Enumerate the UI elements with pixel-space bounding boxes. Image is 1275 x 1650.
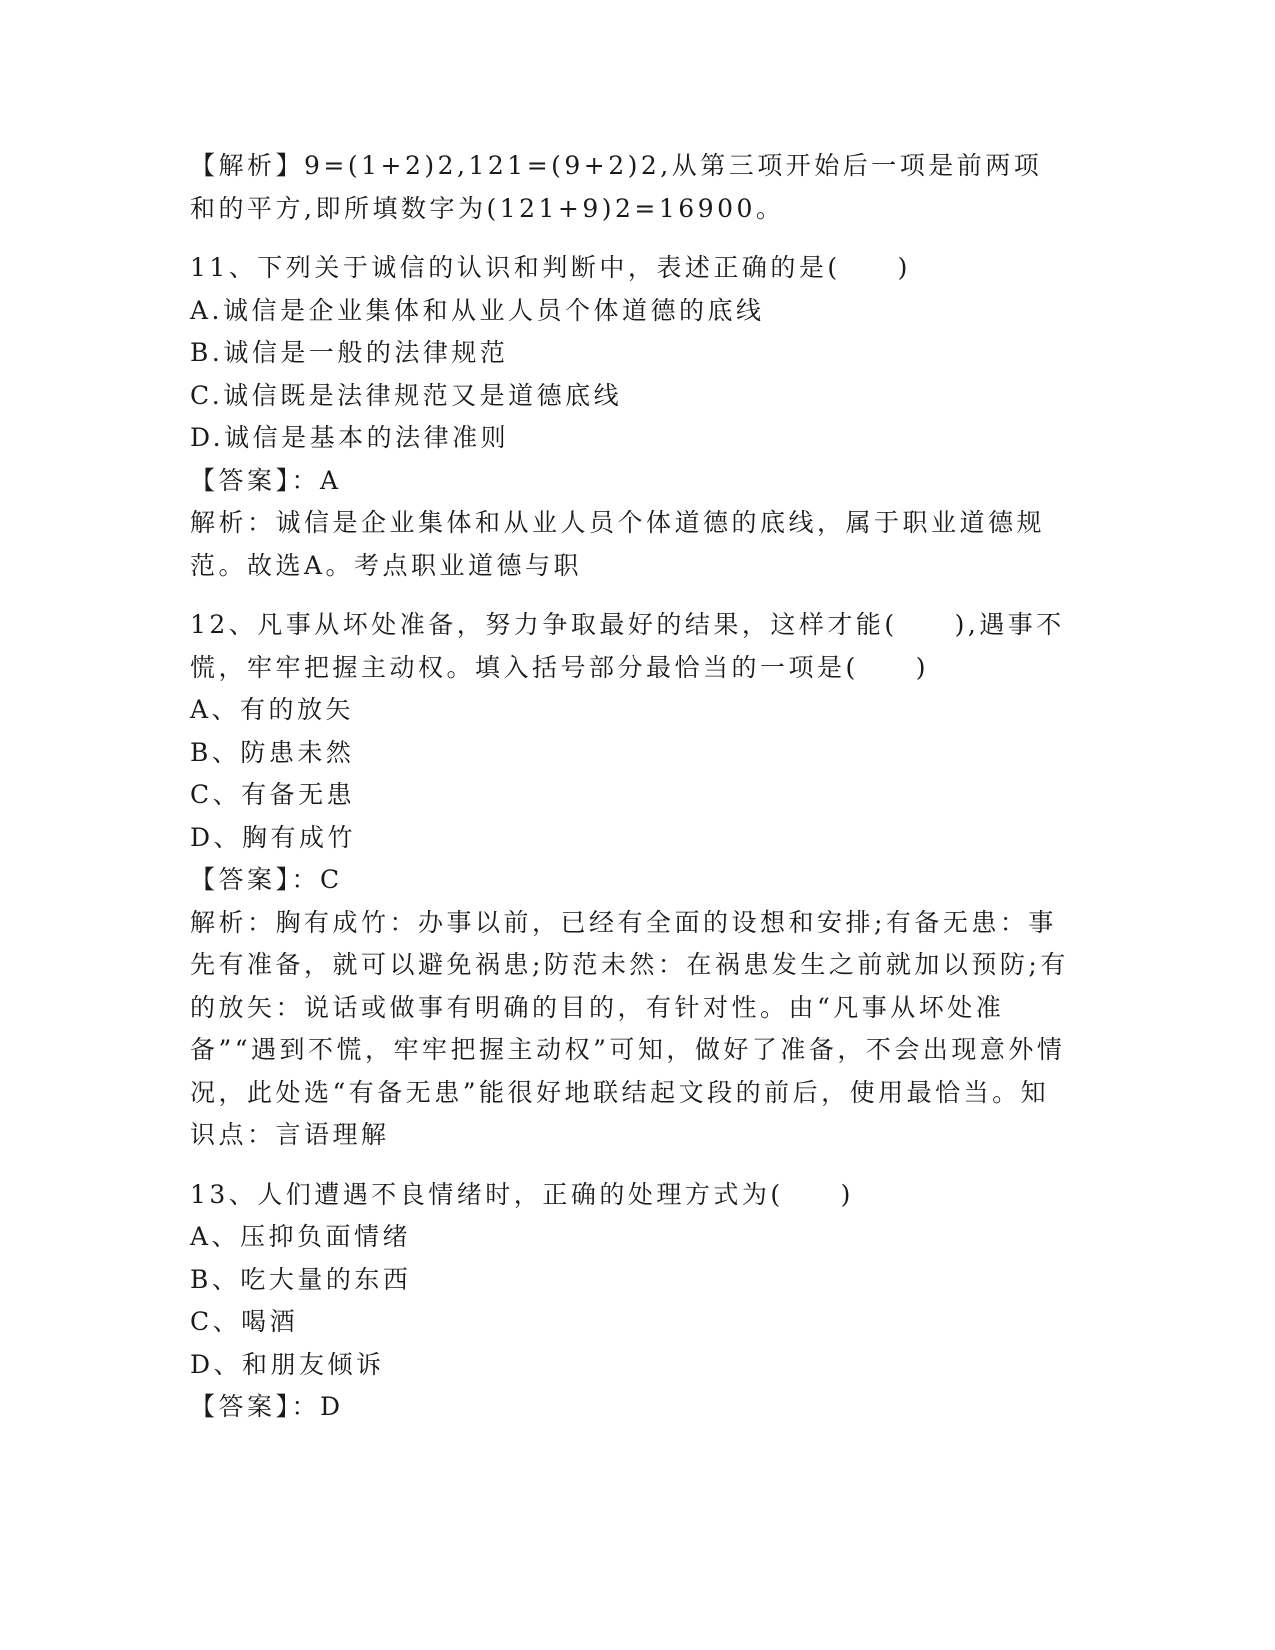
question-title: 12、凡事从坏处准备，努力争取最好的结果，这样才能( ),遇事不慌，牢牢把握主动权。填入括号部分最恰当的一项是( ) <box>190 610 1065 682</box>
document-content <box>190 145 1070 1429</box>
question-title: 13、人们遭遇不良情绪时，正确的处理方式为( ) <box>190 1179 854 1209</box>
question-12 <box>190 604 1070 1157</box>
option-c: C、喝酒 <box>190 1307 299 1336</box>
option-d: D、和朋友倾诉 <box>190 1349 385 1379</box>
previous-explanation-block <box>190 145 1070 230</box>
explanation: 解析：胸有成竹：办事以前，已经有全面的设想和安排;有备无患：事先有准备，就可以避免祸患;防范未然：在祸患发生之前就加以预防;有的放矢：说话或做事有明确的目的，有针对性。由“凡事从坏处准备”“遇到不慌，牢牢把握主动权”可知，做好了准备，不会出现意外情况，此处选“有备无患”能很好地联结起文段的前后，使用最恰当。知识点：言语理解 <box>190 907 1069 1149</box>
option-c: C、有备无患 <box>190 780 356 809</box>
option-d: D、胸有成竹 <box>190 822 357 852</box>
option-b: B、防患未然 <box>190 737 355 767</box>
option-b: B.诚信是一般的法律规范 <box>190 338 509 367</box>
answer: 【答案】：C <box>190 865 343 894</box>
answer: 【答案】：D <box>190 1392 344 1421</box>
option-a: A、压抑负面情绪 <box>190 1222 412 1251</box>
question-13 <box>190 1174 1070 1429</box>
question-title: 11、下列关于诚信的认识和判断中，表述正确的是( ) <box>190 253 911 282</box>
option-d: D.诚信是基本的法律准则 <box>190 423 510 452</box>
option-b: B、吃大量的东西 <box>190 1264 412 1294</box>
previous-explanation: 【解析】9=(1+2)2,121=(9+2)2,从第三项开始后一项是前两项和的平方,即所填数字为(121+9)2=16900。 <box>190 151 1043 223</box>
answer: 【答案】：A <box>190 465 342 495</box>
option-a: A.诚信是企业集体和从业人员个体道德的底线 <box>190 295 765 325</box>
explanation: 解析：诚信是企业集体和从业人员个体道德的底线，属于职业道德规范。故选A。考点职业道德与职 <box>190 508 1046 580</box>
option-a: A、有的放矢 <box>190 695 355 724</box>
option-c: C.诚信既是法律规范又是道德底线 <box>190 380 623 410</box>
question-11 <box>190 247 1070 587</box>
